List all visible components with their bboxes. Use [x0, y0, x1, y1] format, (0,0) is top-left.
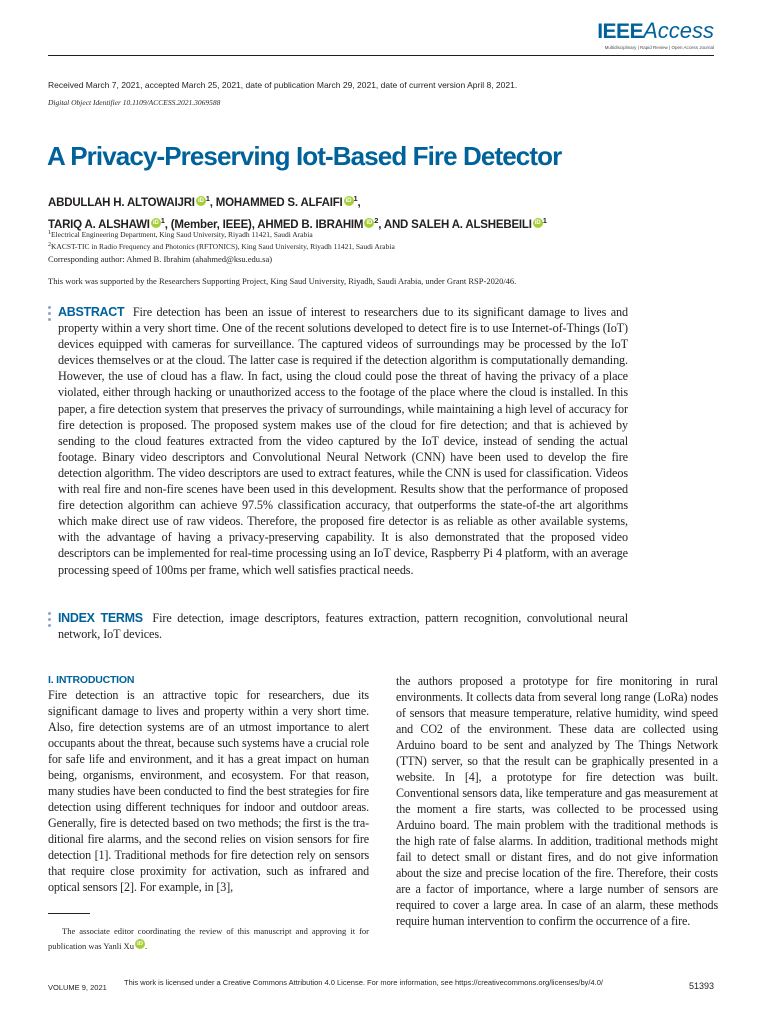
author-affil-sup: 2: [374, 216, 379, 225]
footnote-text: The associate editor coordinating the review of this manuscript and approving it for publication was Yanli Xu: [48, 926, 369, 951]
journal-tagline: Multidisciplinary | Rapid Review | Open Access Journal: [604, 45, 714, 50]
affiliations: [48, 228, 395, 252]
intro-left-text: Fire detection is an attractive topic for researchers, due its significant damage to lives and property within a very short time. Also, fire detection systems are of an utmost importance to alert occupants about the threat, because such systems have a crucial role for safe life and environment, and it has a great impact on human being, organisms, environment, and ecosystem. For that reason, many studies have been conducted to find the best strategies for fire detection using different techniques for indoor and outdoor areas. Generally, fire is detected based on two methods; the first is the tra-ditional fire alarms, and the second relies on vision sensors for fire detection [1]. Traditional methods for fire detection rely on sensors that require close proximity for activation, such as infrared and optical sensors [2]. For example, in [3],: [48, 688, 369, 894]
funding-statement: This work was supported by the Researchers Supporting Project, King Saud University, Riyadh, Saudi Arabia, under Grant RSP-2020/46.: [48, 276, 517, 286]
section-heading: I. INTRODUCTION: [48, 674, 135, 686]
page-number: 51393: [688, 981, 714, 991]
paper-title: A Privacy-Preserving Iot-Based Fire Detector: [47, 141, 562, 171]
author-name: ABDULLAH H. ALTOWAIJRI: [48, 197, 195, 209]
author-name: , MOHAMMED S. ALFAIFI: [209, 197, 343, 209]
orcid-icon[interactable]: iD: [151, 218, 161, 228]
intro-right-column: [396, 673, 718, 929]
author-separator: ,: [357, 197, 361, 209]
ieee-access-logo: [597, 20, 714, 50]
orcid-icon[interactable]: iD: [533, 218, 543, 228]
header-rule: [48, 55, 714, 56]
orcid-icon[interactable]: iD: [364, 218, 374, 228]
corresponding-author: Corresponding author: Ahmed B. Ibrahim (ahahmed@ksu.edu.sa): [48, 254, 273, 264]
abstract-dots-icon: [48, 306, 52, 324]
abstract-label: ABSTRACT: [58, 305, 125, 319]
affiliation-item: $^1$Electrical Engineering Department, King Saud University, Riyadh 11421, Saudi Arabia: [48, 230, 313, 239]
orcid-icon[interactable]: iD: [196, 196, 206, 206]
author-name: , AND SALEH A. ALSHEBEILI: [378, 219, 532, 231]
intro-right-text: the authors proposed a prototype for fire monitoring in rural environments. It collects data from several long range (LoRa) nodes of sensors that measure temperature, relative humidity, wind speed and CO2 of the environment. These data are collected using Arduino board to be sent and analyzed by The Things Network (TTN) server, so that the result can be graphically presented in a website. In [4], a prototype for fire detection was built. Conventional sensors data, like temperature and gas measurement at the moment a fire starts, was collected to be processed using Arduino board. The main problem with the traditional methods is the high rate of false alarms. In addition, traditional methods might fail to detect small or distant fires, and do not give information about the size and precise location of the fire. Therefore, their costs are a factor of importance, where a large number of sensors are required to cover a large area. In case of an alarm, these methods require human intervention to confirm the occurrence of a fire.: [396, 674, 718, 928]
author-name: TARIQ A. ALSHAWI: [48, 219, 150, 231]
intro-left-column: [48, 673, 369, 895]
doi-line: Digital Object Identifier 10.1109/ACCESS.2021.3069588: [48, 98, 221, 107]
editor-footnote: The associate editor coordinating the review of this manuscript and approving it for publication was Yanli Xu iD .: [48, 926, 369, 951]
index-terms-text: Fire detection, image descriptors, features extraction, pattern recognition, convolutional neural network, IoT devices.: [58, 611, 628, 641]
author-affil-sup: 1: [353, 194, 358, 203]
license-text: This work is licensed under a Creative Commons Attribution 4.0 License. For more information, see https://creativecommons.org/licenses/by/4.0/: [124, 978, 603, 987]
author-affil-sup: 1: [542, 216, 547, 225]
logo-ieee-text: IEEE: [597, 20, 644, 43]
footnote-rule: [48, 913, 90, 914]
author-name: , (Member, IEEE), AHMED B. IBRAHIM: [164, 219, 364, 231]
author-affil-sup: 1: [205, 194, 210, 203]
orcid-icon[interactable]: iD: [344, 196, 354, 206]
abstract-text: Fire detection has been an issue of interest to researchers due to its significant damage to lives and property within a very short time. One of the recent solutions developed to detect fire is to use Internet-of-Things (IoT) devices equipped with cameras for surveillance. The captured videos of surroundings may be processed by the IoT devices themselves or at the cloud. The latter case is required if the detection algorithm is computationally demanding. However, the use of cloud has a flaw. In fact, using the cloud could pose the threat of having the privacy of a place violated, either through hacking or unauthorized access to the footage of the place where the cloud is installed. In this paper, a fire detection system that preserves the privacy of surroundings, while maintaining a high level of accuracy for fire detection is proposed. The proposed system makes use of the cloud for fire detection; and that is achieved by sending to the cloud features extracted from the video captured by the IoT device, instead of sending the actual footage. Binary video descriptors and Convolutional Neural Network (CNN) have been used to develop the fire detection algorithm. The video descriptors are used to extract features, while the CNN is used for classification. Videos with real fire and non-fire scenes have been used in this development. Results show that the performance of proposed fire detection algorithm can achieve 97.5% classification accuracy, that outperforms the state-of-the art algorithms which make direct use of raw videos. Therefore, the proposed fire detector is as reliable as other available systems, with the advantage of having a privacy-preserving capability. It is also demonstrated that the proposed video descriptors can be implemented for real-time processing using an IoT device, Raspberry Pi 4 platform, with an average processing speed of 100ms per frame, which well satisfies practical needs.: [58, 305, 628, 577]
author-affil-sup: 1: [160, 216, 165, 225]
logo-access-text: Access: [643, 18, 714, 43]
index-terms-dots-icon: [48, 612, 52, 630]
orcid-icon[interactable]: iD: [136, 941, 143, 947]
affiliation-item: $^2$KACST-TIC in Radio Frequency and Photonics (RFTONICS), King Saud University, Riyadh 11421, Saudi Arabia: [48, 242, 395, 251]
abstract: [58, 304, 628, 578]
received-dates: Received March 7, 2021, accepted March 25, 2021, date of publication March 29, 2021, date of current version April 8, 2021.: [48, 80, 518, 90]
index-terms: [58, 610, 628, 642]
index-terms-label: INDEX TERMS: [58, 611, 143, 625]
volume-label: VOLUME 9, 2021: [48, 983, 107, 992]
